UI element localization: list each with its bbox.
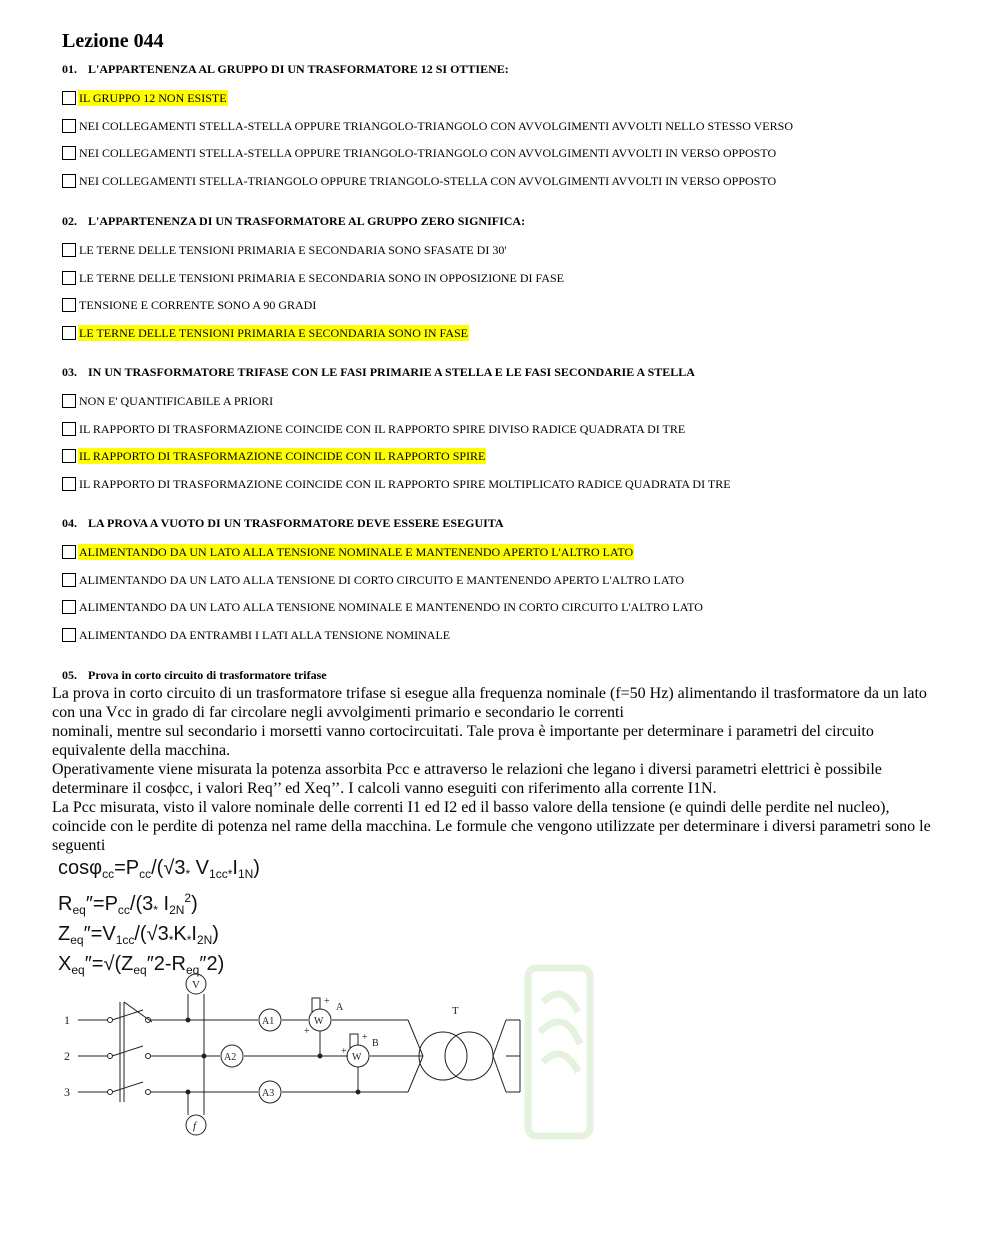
transformer-label: T	[452, 1005, 459, 1017]
answer-option[interactable]	[62, 242, 508, 258]
answer-option[interactable]	[62, 297, 317, 313]
option-checkbox[interactable]	[62, 271, 76, 285]
answer-option[interactable]	[62, 90, 228, 106]
question-heading	[62, 214, 525, 229]
paragraph: La prova in corto circuito di un trasformatore trifase si esegue alla frequenza nominale (f=50 Hz) alimentando il trasformatore da un lato con una Vcc in grado di far circolare negli avvolgimenti primario e secondario le correnti	[52, 685, 927, 721]
option-label: LE TERNE DELLE TENSIONI PRIMARIA E SECONDARIA SONO IN OPPOSIZIONE DI FASE	[79, 270, 565, 285]
answer-option[interactable]	[62, 173, 777, 189]
option-label: ALIMENTANDO DA ENTRAMBI I LATI ALLA TENSIONE NOMINALE	[79, 627, 451, 642]
answer-option[interactable]	[62, 145, 777, 161]
option-label: IL RAPPORTO DI TRASFORMAZIONE COINCIDE CON IL RAPPORTO SPIRE DIVISO RADICE QUADRATA DI TRE	[79, 421, 686, 436]
question-number: 02.	[62, 214, 77, 228]
option-checkbox[interactable]	[62, 174, 76, 188]
option-label: TENSIONE E CORRENTE SONO A 90 GRADI	[79, 298, 317, 312]
wattmeter-label: W	[314, 1016, 324, 1027]
question-heading	[62, 62, 509, 77]
watermark-logo	[528, 968, 590, 1136]
plus-sign: +	[362, 1032, 368, 1043]
answer-option[interactable]	[62, 476, 732, 492]
plus-sign: +	[341, 1046, 347, 1057]
question-text: L'APPARTENENZA AL GRUPPO DI UN TRASFORMATORE 12 SI OTTIENE:	[88, 62, 509, 76]
question-5-heading	[62, 668, 327, 683]
ammeter-label: A3	[262, 1088, 275, 1099]
highlighted-option-label: LE TERNE DELLE TENSIONI PRIMARIA E SECONDARIA SONO IN FASE	[79, 325, 469, 340]
option-checkbox[interactable]	[62, 600, 76, 614]
frequency-meter-label: f	[193, 1120, 197, 1132]
option-checkbox[interactable]	[62, 119, 76, 133]
option-checkbox[interactable]	[62, 545, 76, 559]
page-title: Lezione 044	[62, 30, 164, 52]
paragraph: Operativamente viene misurata la potenza assorbita Pcc e attraverso le relazioni che legano i diversi parametri elettrici è possibile determinare il cosϕcc, i valori Req’’ ed Xeq’’. I calcoli vanno eseguiti con riferimento alla corrente I1N.	[52, 761, 882, 797]
plus-sign: +	[304, 1026, 310, 1037]
ammeter-label: A1	[262, 1016, 275, 1027]
option-label: ALIMENTANDO DA UN LATO ALLA TENSIONE DI CORTO CIRCUITO E MANTENENDO APERTO L'ALTRO LATO	[79, 572, 684, 587]
option-checkbox[interactable]	[62, 449, 76, 463]
question-number: 03.	[62, 365, 77, 379]
phase-label: 1	[64, 1013, 70, 1027]
highlighted-option-label: IL RAPPORTO DI TRASFORMAZIONE COINCIDE CON IL RAPPORTO SPIRE	[79, 449, 486, 463]
answer-option[interactable]	[62, 627, 451, 643]
option-label: IL RAPPORTO DI TRASFORMAZIONE COINCIDE CON IL RAPPORTO SPIRE MOLTIPLICATO RADICE QUADRATA DI TRE	[79, 476, 731, 491]
paragraph: nominali, mentre sul secondario i morsetti vanno cortocircuitati. Tale prova è importante per determinare i parametri del circuito equivalente della macchina.	[52, 723, 874, 759]
answer-option[interactable]	[62, 572, 685, 588]
option-checkbox[interactable]	[62, 477, 76, 491]
incoming-lines	[78, 1018, 113, 1095]
option-label: NEI COLLEGAMENTI STELLA-STELLA OPPURE TRIANGOLO-TRIANGOLO CON AVVOLGIMENTI AVVOLTI IN VERSO OPPOSTO	[79, 146, 777, 160]
phase-label: 3	[64, 1085, 70, 1099]
question-heading	[62, 516, 504, 531]
option-label: NEI COLLEGAMENTI STELLA-TRIANGOLO OPPURE TRIANGOLO-STELLA CON AVVOLGIMENTI AVVOLTI IN VERSO OPPOSTO	[79, 173, 777, 188]
question-5-body	[52, 684, 932, 855]
answer-option[interactable]	[62, 325, 469, 341]
phase-label: 2	[64, 1049, 70, 1063]
formula-cosphi: $\cos\varphi_{cc}=P_{cc}/(√3_*$ $V_{1cc*}I_{1N}$)	[58, 857, 260, 881]
option-checkbox[interactable]	[62, 326, 76, 340]
answer-option[interactable]	[62, 421, 686, 437]
answer-option[interactable]	[62, 448, 486, 464]
option-label: ALIMENTANDO DA UN LATO ALLA TENSIONE NOMINALE E MANTENENDO IN CORTO CIRCUITO L'ALTRO LATO	[79, 600, 703, 614]
paragraph: La Pcc misurata, visto il valore nominale delle correnti I1 ed I2 ed il basso valore della tensione (e quindi delle perdite nel nucleo), coincide con le perdite di potenza nel rame della macchina. Le formule che vengono utilizzate per determinare i diversi parametri sono le seguenti	[52, 799, 931, 854]
option-label: NON E' QUANTIFICABILE A PRIORI	[79, 394, 274, 408]
question-text: Prova in corto circuito di trasformatore trifase	[88, 668, 327, 682]
question-text: IN UN TRASFORMATORE TRIFASE CON LE FASI PRIMARIE A STELLA E LE FASI SECONDARIE A STELLA	[88, 365, 695, 379]
wattmeter-tag: B	[372, 1038, 379, 1049]
option-checkbox[interactable]	[62, 91, 76, 105]
question-text: L'APPARTENENZA DI UN TRASFORMATORE AL GRUPPO ZERO SIGNIFICA:	[88, 214, 526, 228]
option-checkbox[interactable]	[62, 243, 76, 257]
formula-xeq: $X_{eq}''=√(Z_{eq}''2-R_{eq}''2)$	[58, 953, 225, 977]
option-checkbox[interactable]	[62, 394, 76, 408]
main-lines	[150, 1020, 423, 1092]
question-number: 05.	[62, 668, 77, 682]
highlighted-option-label: ALIMENTANDO DA UN LATO ALLA TENSIONE NOMINALE E MANTENENDO APERTO L'ALTRO LATO	[79, 545, 634, 559]
answer-option[interactable]	[62, 118, 794, 134]
voltmeter-label: V	[192, 979, 200, 991]
transformer-icon	[419, 1020, 520, 1092]
option-checkbox[interactable]	[62, 628, 76, 642]
circuit-diagram	[58, 962, 603, 1147]
answer-option[interactable]	[62, 270, 565, 286]
ammeter-label: A2	[224, 1052, 237, 1063]
wattmeter-tag: A	[336, 1002, 344, 1013]
wattmeter-label: W	[352, 1052, 362, 1063]
question-text: LA PROVA A VUOTO DI UN TRASFORMATORE DEVE ESSERE ESEGUITA	[88, 516, 504, 530]
highlighted-option-label: IL GRUPPO 12 NON ESISTE	[79, 91, 227, 105]
formula-req: $R_{eq}''=P_{cc}/(3_*$ $I_{2N}^2$)	[58, 891, 198, 917]
plus-sign: +	[324, 996, 330, 1007]
option-label: LE TERNE DELLE TENSIONI PRIMARIA E SECONDARIA SONO SFASATE DI 30'	[79, 243, 507, 257]
option-checkbox[interactable]	[62, 298, 76, 312]
answer-option[interactable]	[62, 393, 274, 409]
option-label: NEI COLLEGAMENTI STELLA-STELLA OPPURE TRIANGOLO-TRIANGOLO CON AVVOLGIMENTI AVVOLTI NELLO STESSO VERSO	[79, 118, 793, 133]
answer-option[interactable]	[62, 544, 634, 560]
option-checkbox[interactable]	[62, 573, 76, 587]
question-heading	[62, 365, 695, 380]
option-checkbox[interactable]	[62, 146, 76, 160]
three-pole-switch	[112, 1002, 152, 1102]
question-number: 04.	[62, 516, 77, 530]
option-checkbox[interactable]	[62, 422, 76, 436]
formula-zeq: $Z_{eq}''=V_{1cc}/(√3_*K_*I_{2N})$	[58, 923, 219, 947]
question-number: 01.	[62, 62, 77, 76]
answer-option[interactable]	[62, 599, 704, 615]
